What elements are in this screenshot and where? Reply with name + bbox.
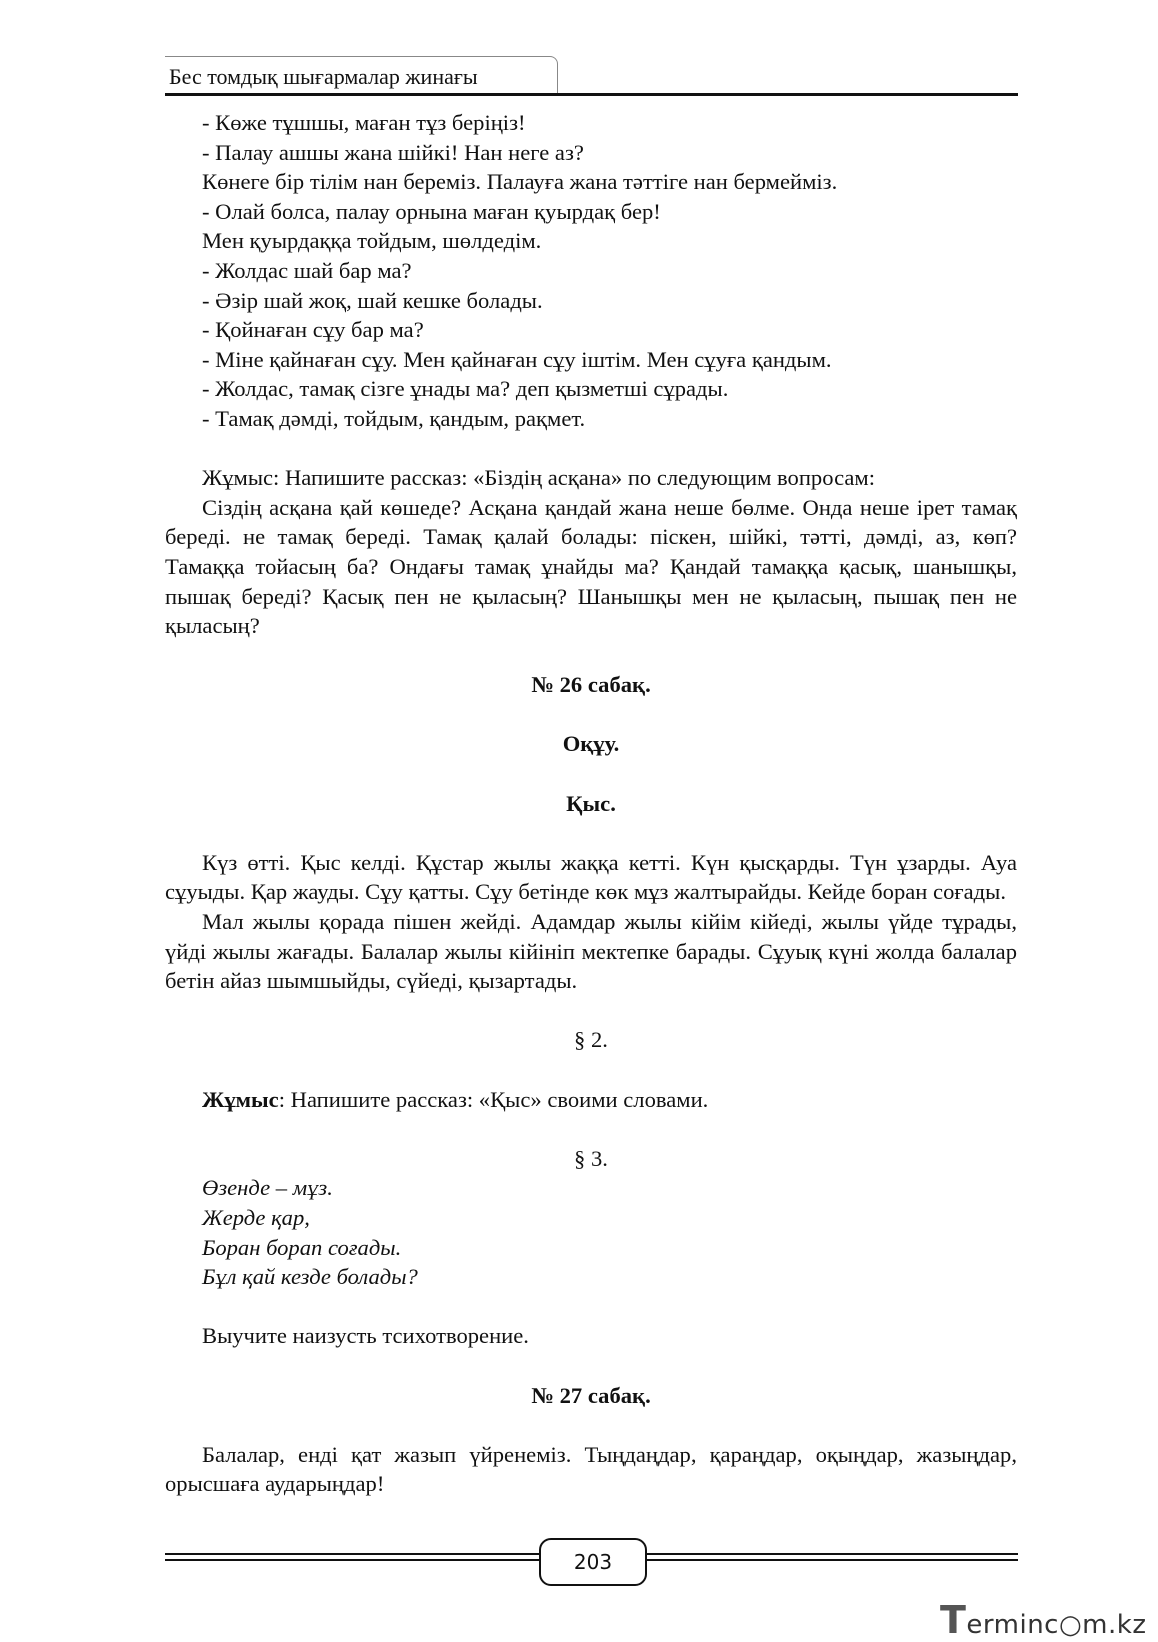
section-heading: Оқұу.	[562, 731, 620, 757]
dialogue-line: Мен қуырдаққа тойдым, шөлдедім.	[202, 228, 542, 254]
dialogue-line: - Міне қайнаған сұу. Мен қайнаған сұу іштім. Мен сұуға қандым.	[202, 346, 832, 372]
magnifier-icon: ○	[1058, 1610, 1083, 1640]
dialogue-line: - Тамақ дәмді, тойдым, қандым, рақмет.	[202, 405, 586, 431]
dialogue-line: - Жолдас шай бар ма?	[202, 257, 412, 283]
dialogue-line: - Қойнаған сұу бар ма?	[202, 317, 424, 343]
instruction: Выучите наизусть тсихотворение.	[202, 1323, 529, 1349]
lesson-heading: № 26 сабақ.	[531, 672, 651, 698]
dialogue-line: - Олай болса, палау орнына маған қуырдақ бер!	[202, 198, 661, 224]
task-line	[165, 1085, 1017, 1115]
footer-rule-left	[165, 1553, 539, 1555]
footer-rule-right	[643, 1559, 1018, 1561]
page-footer	[165, 1537, 1018, 1587]
poem-line: Бұл қай кезде болады?	[202, 1264, 418, 1290]
dialogue-line: Көнеге бір тілім нан береміз. Палауға жана тәттіге нан бермейміз.	[202, 169, 838, 195]
poem-line: Боран борап соғады.	[202, 1234, 402, 1260]
header-rule	[165, 93, 1018, 96]
footer-rule-right	[643, 1553, 1018, 1555]
paragraph: Күз өтті. Қыс келді. Құстар жылы жаққа кетті. Күн қысқарды. Түн ұзарды. Ауа сұуыды. Қар жауды. Сұу қатты. Сұу бетінде көк мұз жалтырайды. Кейде боран соғады.	[165, 849, 1017, 905]
section-mark: § 2.	[574, 1027, 608, 1053]
task-label: Жұмыс	[202, 1086, 279, 1112]
poem-line: Өзенде – мұз.	[202, 1175, 333, 1201]
section-mark: § 3.	[574, 1145, 608, 1171]
header-title: Бес томдық шығармалар жинағы	[169, 64, 478, 89]
paragraph: Мал жылы қорада пішен жейді. Адамдар жылы кійім кійеді, жылы үйде тұрады, үйді жылы жағады. Балалар жылы кійініп мектепке барады. Сұуық күні жолда балалар бетін айаз шымшыйды, сүйеді, қызартады.	[165, 909, 1017, 994]
task-questions: Сіздің асқана қай көшеде? Асқана қандай жана неше бөлме. Онда неше ірет тамақ береді. не тамақ береді. Тамақ қалай болады: піскен, шійкі, тәтті, дәмді, аз, көп? Тамаққа тойасың ба? Ондағы тамақ ұнайды ма? Қандай тамаққа қасық, шанышқы, пышақ береді? Қасық пен не қыласың? Шанышқы мен не қыласың, пышақ пен не қыласың?	[165, 494, 1017, 639]
footer-rule-left	[165, 1559, 539, 1561]
text-title: Қыс.	[566, 790, 616, 816]
watermark: Terminc○m.kz	[940, 1598, 1147, 1642]
page-body	[165, 108, 1017, 1499]
dialogue-line: - Жолдас, тамақ сізге ұнады ма? деп қызметші сұрады.	[202, 376, 729, 402]
running-header	[165, 62, 1018, 96]
dialogue-line: - Көже тұшшы, маған тұз беріңіз!	[202, 110, 526, 135]
task-intro: Жұмыс: Напишите рассказ: «Біздің асқана» по следующим вопросам:	[202, 465, 875, 491]
dialogue-line: - Әзір шай жоқ, шай кешке болады.	[202, 287, 543, 313]
page-number: 203	[539, 1538, 647, 1586]
dialogue-line: - Палау ашшы жана шійкі! Нан неге аз?	[202, 139, 584, 165]
task-text: : Напишите рассказ: «Қыс» своими словами.	[278, 1086, 709, 1112]
lesson-heading: № 27 сабақ.	[531, 1382, 651, 1408]
poem-line: Жерде қар,	[202, 1204, 310, 1230]
paragraph: Балалар, енді қат жазып үйренеміз. Тыңдаңдар, қараңдар, оқыңдар, жазыңдар, орысшаға аударыңдар!	[165, 1441, 1017, 1497]
